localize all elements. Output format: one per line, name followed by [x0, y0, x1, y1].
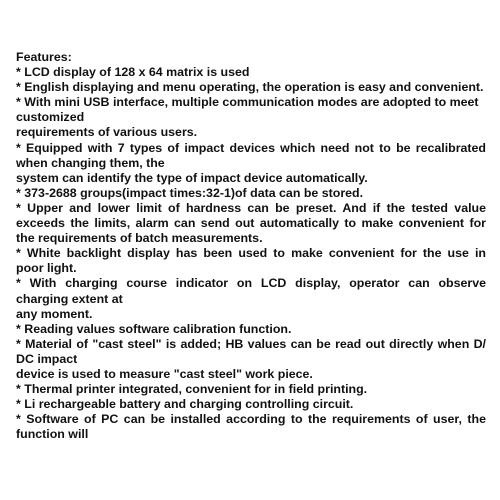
feature-line: the requirements of batch measurements. [16, 231, 263, 246]
features-heading: Features: [16, 50, 72, 64]
feature-line: charging extent at [16, 291, 123, 306]
feature-line: * Upper and lower limit of hardness can be preset. And if the tested value [16, 200, 486, 215]
feature-line: exceeds the limits, alarm can send out automatically to make convenient for [16, 216, 486, 231]
feature-line: * Reading values software calibration function. [16, 321, 292, 336]
feature-line: customized [16, 110, 85, 125]
feature-line: poor light. [16, 261, 77, 276]
feature-line: * With mini USB interface, multiple communication modes are adopted to meet [16, 95, 479, 110]
feature-line: * White backlight display has been used to make convenient for the use in [16, 246, 486, 261]
feature-line: function will [16, 427, 89, 442]
feature-line: * With charging course indicator on LCD display, operator can observe [16, 276, 486, 291]
features-document [16, 50, 486, 442]
feature-line: * 373-2688 groups(impact times:32-1)of data can be stored. [16, 185, 364, 200]
feature-line: * English displaying and menu operating, the operation is easy and convenient. [16, 80, 484, 95]
feature-line: * Material of "cast steel" is added; HB values can be read out directly when D/ [16, 336, 486, 351]
feature-line: requirements of various users. [16, 125, 198, 140]
feature-line: * LCD display of 128 x 64 matrix is used [16, 65, 250, 80]
feature-line: device is used to measure "cast steel" work piece. [16, 366, 313, 381]
feature-line: system can identify the type of impact device automatically. [16, 170, 368, 185]
feature-line: any moment. [16, 306, 93, 321]
feature-line: * Software of PC can be installed according to the requirements of user, the [16, 412, 486, 427]
feature-line: DC impact [16, 351, 78, 366]
feature-line: * Equipped with 7 types of impact devices which need not to be recalibrated [16, 140, 486, 155]
feature-line: * Thermal printer integrated, convenient for in field printing. [16, 382, 368, 397]
feature-line: when changing them, the [16, 155, 165, 170]
feature-line: * Li rechargeable battery and charging controlling circuit. [16, 397, 354, 412]
features-list [16, 65, 486, 442]
